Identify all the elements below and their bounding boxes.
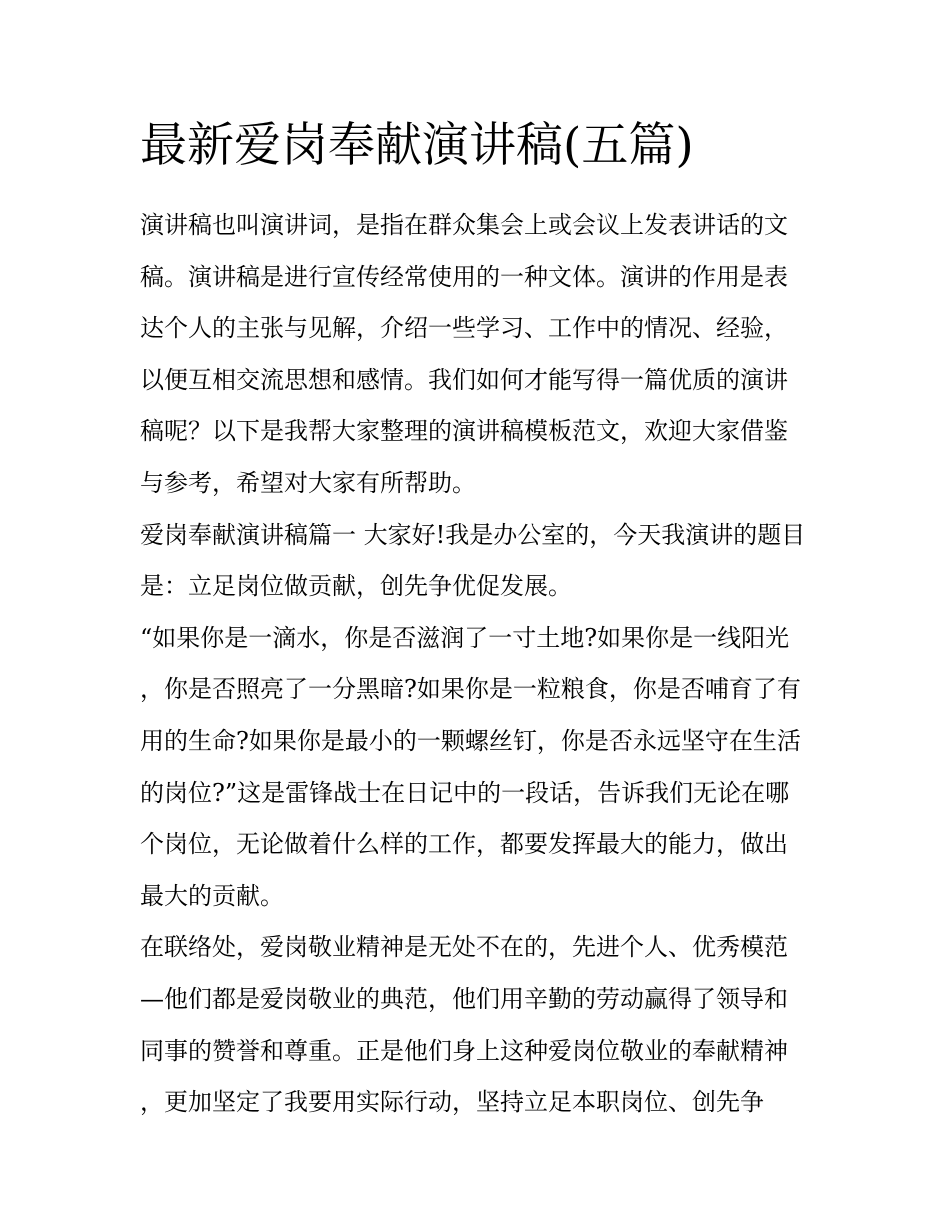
document-body — [140, 200, 810, 1129]
paragraph-intro: 演讲稿也叫演讲词，是指在群众集会上或会议上发表讲话的文稿。演讲稿是进行宣传经常使用的一种文体。演讲的作用是表达个人的主张与见解，介绍一些学习、工作中的情况、经验，以便互相交流思想和感情。我们如何才能写得一篇优质的演讲稿呢？以下是我帮大家整理的演讲稿模板范文，欢迎大家借鉴与参考，希望对大家有所帮助。 — [140, 211, 788, 497]
paragraph-speech-opening: 爱岗奉献演讲稿篇一 大家好!我是办公室的，今天我演讲的题目是：立足岗位做贡献，创先争优促发展。 — [140, 520, 806, 601]
page-title: 最新爱岗奉献演讲稿(五篇) — [140, 118, 694, 173]
paragraph-liaison-office: 在联络处，爱岗敬业精神是无处不在的，先进个人、优秀模范—他们都是爱岗敬业的典范，他们用辛勤的劳动赢得了领导和同事的赞誉和尊重。正是他们身上这种爱岗位敬业的奉献精神，更加坚定了我要用实际行动，坚持立足本职岗位、创先争 — [140, 933, 788, 1117]
paragraph-lei-feng-quote: “如果你是一滴水，你是否滋润了一寸土地?如果你是一线阳光，你是否照亮了一分黑暗?如果你是一粒粮食，你是否哺育了有用的生命?如果你是最小的一颗螺丝钉，你是否永远坚守在生活的岗位?”这是雷锋战士在日记中的一段话，告诉我们无论在哪个岗位，无论做着什么样的工作，都要发挥最大的能力，做出最大的贡献。 — [140, 623, 801, 910]
